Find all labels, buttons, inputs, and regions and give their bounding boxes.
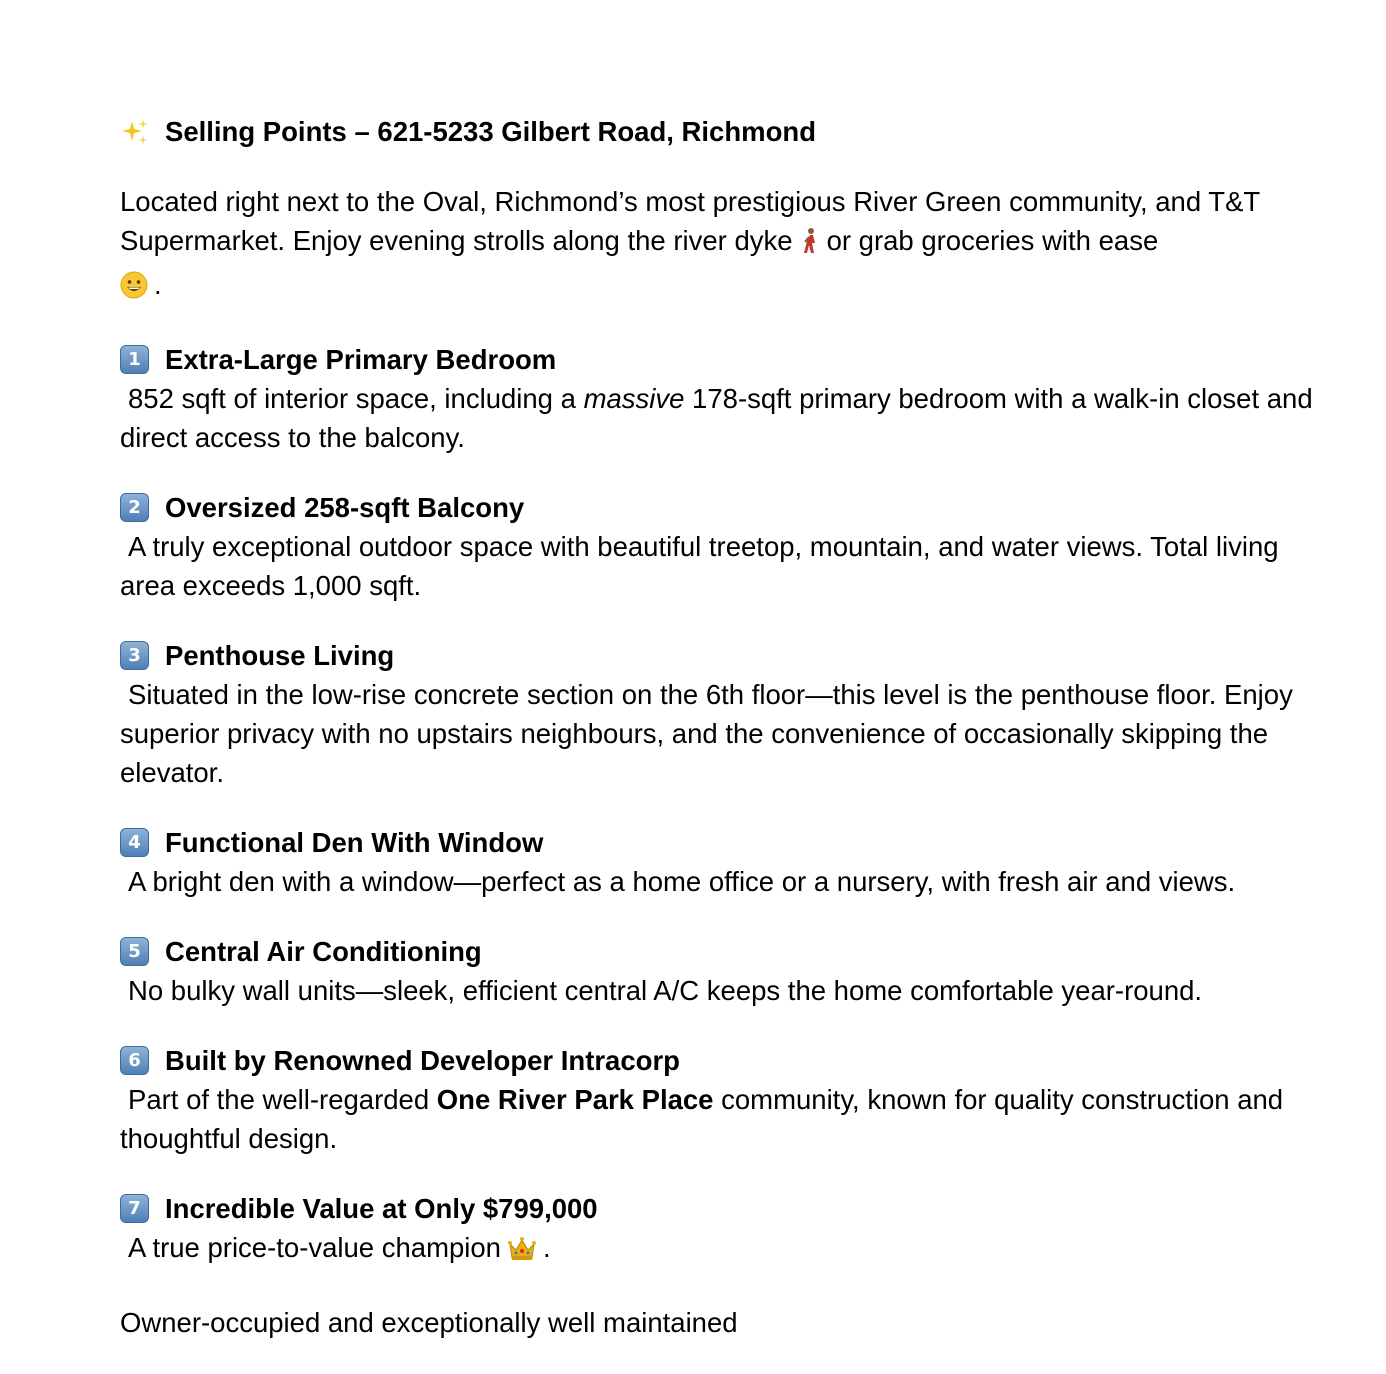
body-text: Situated in the low-rise concrete section on the 6th floor—this level is the penthouse floor. Enjoy superior privacy with no upstairs neighbours, and the convenience of occasionally skipping the elevator. <box>120 679 1293 788</box>
selling-point-heading-text: Built by Renowned Developer Intracorp <box>165 1045 680 1076</box>
selling-point-heading <box>120 823 1326 862</box>
body-italic-text: massive <box>583 383 685 414</box>
selling-point-body <box>120 379 1326 457</box>
selling-point-body <box>120 862 1326 901</box>
intro-text-part2: or grab groceries with ease <box>826 225 1159 256</box>
selling-point-heading-text: Penthouse Living <box>165 640 395 671</box>
body-text: . <box>542 1232 551 1263</box>
selling-point-body <box>120 675 1326 792</box>
selling-point-heading-text: Incredible Value at Only $799,000 <box>165 1193 598 1224</box>
intro-text-part1: Located right next to the Oval, Richmond’s most prestigious River Green community, and T&T Supermarket. Enjoy evening strolls along the river dyke <box>120 186 1260 256</box>
keycap-number-icon: 7 <box>120 1194 149 1223</box>
selling-point-4 <box>120 823 1326 901</box>
selling-point-heading <box>120 488 1326 527</box>
closing-paragraph: Owner-occupied and exceptionally well maintained <box>120 1307 738 1338</box>
document-title <box>120 112 1326 151</box>
selling-point-heading <box>120 340 1326 379</box>
selling-point-2 <box>120 488 1326 605</box>
selling-point-1 <box>120 340 1326 457</box>
keycap-number-icon: 4 <box>120 828 149 857</box>
body-text: A truly exceptional outdoor space with beautiful treetop, mountain, and water views. Total living area exceeds 1,000 sqft. <box>120 531 1279 601</box>
body-text: community, known for quality construction and thoughtful design. <box>120 1084 1284 1154</box>
body-text: 852 sqft of interior space, including a <box>128 383 584 414</box>
intro-text-part3: . <box>154 269 162 300</box>
keycap-number-icon: 2 <box>120 493 149 522</box>
selling-point-heading <box>120 1189 1326 1228</box>
selling-point-body <box>120 971 1326 1010</box>
selling-point-body <box>120 1228 1326 1272</box>
keycap-number-icon: 5 <box>120 937 149 966</box>
selling-point-6 <box>120 1041 1326 1158</box>
body-text: A true price-to-value champion <box>128 1232 501 1263</box>
selling-point-heading-text: Central Air Conditioning <box>165 936 482 967</box>
selling-point-heading-text: Oversized 258-sqft Balcony <box>165 492 525 523</box>
crown-icon <box>507 1233 537 1272</box>
body-text: No bulky wall units—sleek, efficient central A/C keeps the home comfortable year-round. <box>128 975 1203 1006</box>
keycap-number-icon: 1 <box>120 345 149 374</box>
selling-point-5 <box>120 932 1326 1010</box>
intro-paragraph <box>120 182 1326 309</box>
body-bold-text: One River Park Place <box>436 1084 714 1115</box>
selling-point-body <box>120 527 1326 605</box>
selling-point-heading-text: Functional Den With Window <box>165 827 544 858</box>
selling-point-heading <box>120 636 1326 675</box>
selling-point-7 <box>120 1189 1326 1272</box>
document-title-text: Selling Points – 621-5233 Gilbert Road, Richmond <box>165 116 816 147</box>
selling-point-heading <box>120 1041 1326 1080</box>
selling-point-heading-text: Extra-Large Primary Bedroom <box>165 344 557 375</box>
keycap-number-icon: 3 <box>120 641 149 670</box>
person-walking-icon <box>799 226 821 265</box>
selling-point-heading <box>120 932 1326 971</box>
body-text: A bright den with a window—perfect as a home office or a nursery, with fresh air and views. <box>128 866 1236 897</box>
sparkles-icon <box>120 117 150 147</box>
body-text: 178-sqft primary bedroom with a walk-in closet and direct access to the balcony. <box>120 383 1313 453</box>
body-text: Part of the well-regarded <box>128 1084 437 1115</box>
grinning-face-icon <box>120 270 148 309</box>
keycap-number-icon: 6 <box>120 1046 149 1075</box>
selling-point-body <box>120 1080 1326 1158</box>
selling-point-3 <box>120 636 1326 792</box>
